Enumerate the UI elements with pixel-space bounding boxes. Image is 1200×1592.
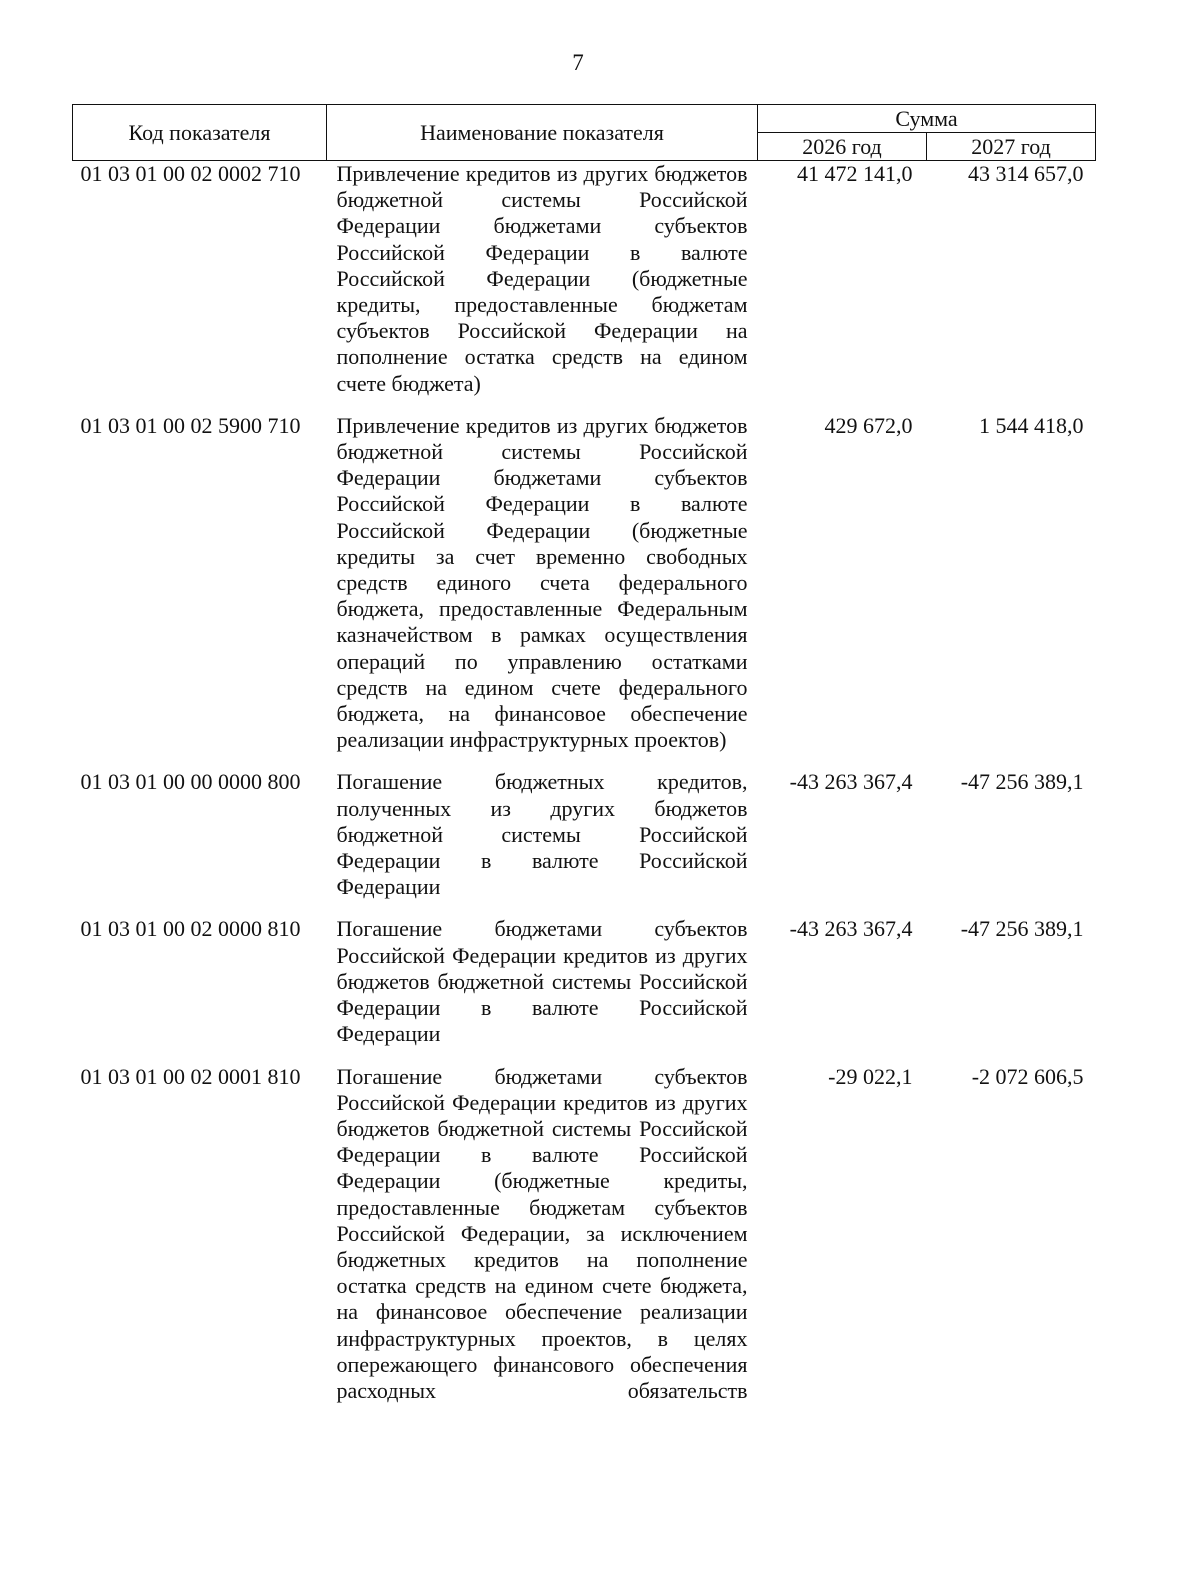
row-value-2026: -43 263 367,4 bbox=[789, 769, 913, 795]
row-value-2026: -29 022,1 bbox=[828, 1063, 913, 1089]
header-year-2026: 2026 год bbox=[758, 133, 927, 161]
row-value-2027: -47 256 389,1 bbox=[960, 916, 1084, 942]
row-value-2026: -43 263 367,4 bbox=[789, 916, 913, 942]
header-code: Код показателя bbox=[73, 105, 327, 161]
row-name: Привлечение кредитов из других бюджетов бюджетной системы Российской Федерации бюджетами субъектов Российской Федерации в валюте Российской Федерации (бюджетные кредиты, предоставленные бюджетам субъектов Российской Федерации на пополнение остатка средств на едином счете бюджета) bbox=[336, 161, 748, 396]
row-name: Погашение бюджетных кредитов, полученных из других бюджетов бюджетной системы Российской Федерации в валюте Российской Федерации bbox=[336, 769, 748, 900]
row-value-2027: -47 256 389,1 bbox=[960, 769, 1084, 795]
row-code: 01 03 01 00 02 0001 810 bbox=[80, 1063, 301, 1089]
row-value-2027: 43 314 657,0 bbox=[968, 161, 1084, 186]
budget-table bbox=[72, 104, 1096, 1420]
row-code: 01 03 01 00 02 0000 810 bbox=[80, 916, 301, 942]
page-number: 7 bbox=[572, 50, 584, 75]
row-value-2026: 41 472 141,0 bbox=[797, 161, 913, 186]
header-year-2027: 2027 год bbox=[927, 133, 1096, 161]
header-sum: Сумма bbox=[758, 105, 1096, 133]
row-name: Погашение бюджетами субъектов Российской Федерации кредитов из других бюджетов бюджетной системы Российской Федерации в валюте Российской Федерации bbox=[336, 916, 748, 1047]
table-row bbox=[73, 413, 1096, 770]
header-name: Наименование показателя bbox=[327, 105, 758, 161]
row-name: Привлечение кредитов из других бюджетов бюджетной системы Российской Федерации бюджетами субъектов Российской Федерации в валюте Российской Федерации (бюджетные кредиты за счет временно свободных средств единого счета федерального бюджета, предоставленные Федеральным казначейством в рамках осуществления операций по управлению остатками средств на едином счете федерального бюджета, на финансовое обеспечение реализации инфраструктурных проектов) bbox=[336, 412, 748, 753]
table-header bbox=[73, 105, 1096, 161]
row-value-2026: 429 672,0 bbox=[824, 412, 913, 438]
table-row bbox=[73, 1064, 1096, 1421]
row-name: Погашение бюджетами субъектов Российской Федерации кредитов из других бюджетов бюджетной системы Российской Федерации в валюте Российской Федерации (бюджетные кредиты, предоставленные бюджетам субъектов Российской Федерации, за исключением бюджетных кредитов на пополнение остатка средств на едином счете бюджета, на финансовое обеспечение реализации инфраструктурных проектов, в целях опережающего финансового обеспечения расходных обязательств bbox=[336, 1063, 748, 1403]
row-code: 01 03 01 00 00 0000 800 bbox=[80, 769, 301, 795]
table-row bbox=[73, 161, 1096, 413]
row-code: 01 03 01 00 02 5900 710 bbox=[80, 412, 301, 438]
table-row bbox=[73, 916, 1096, 1063]
row-code: 01 03 01 00 02 0002 710 bbox=[80, 161, 301, 186]
table-row bbox=[73, 769, 1096, 916]
row-value-2027: -2 072 606,5 bbox=[971, 1063, 1084, 1089]
table-body bbox=[73, 161, 1096, 1421]
row-value-2027: 1 544 418,0 bbox=[979, 412, 1084, 438]
